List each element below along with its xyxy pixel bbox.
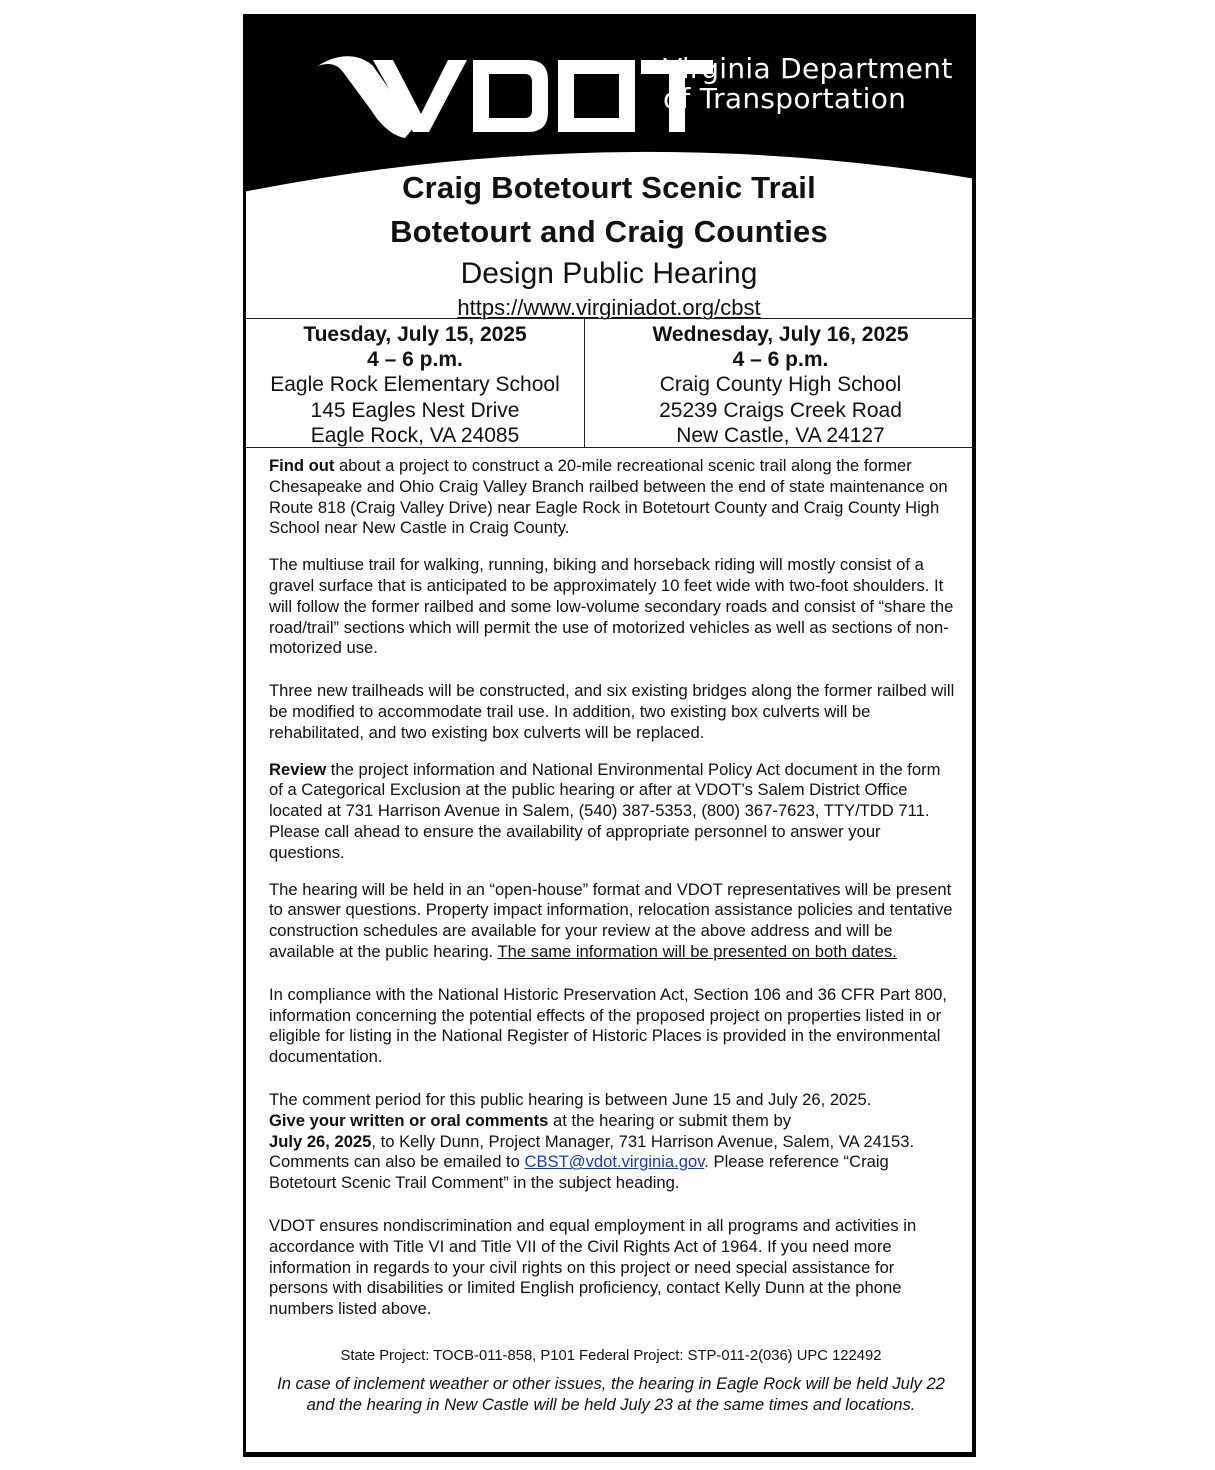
hearing-street: 25239 Craigs Creek Road: [659, 398, 902, 422]
title-block: [246, 166, 972, 322]
hearing-column-2: [585, 319, 976, 447]
lead-find-out: Find out: [269, 456, 335, 475]
lead-review: Review: [269, 759, 327, 779]
paragraph-text: The comment period for this public hearing is between June 15 and July 26, 2025.: [269, 1089, 872, 1109]
hearing-date: Tuesday, July 15, 2025: [303, 323, 527, 346]
paragraph-text: , to Kelly Dunn, Project Manager, 731 Harrison Avenue, Salem, VA 24153. Comments can also be emailed to: [269, 1131, 915, 1172]
org-name: [663, 54, 953, 114]
paragraph-review: [269, 760, 957, 864]
hearing-notice-page: [243, 14, 976, 1457]
paragraph-text: The hearing will be held in an “open-house” format and VDOT representatives will be present to answer questions. Property impact information, relocation assistance policies and tentative construction schedules are available for your review at the above address and will be available at the public hearing.: [269, 879, 953, 961]
counties-title: Botetourt and Craig Counties: [390, 214, 828, 249]
paragraph-text: about a project to construct a 20-mile recreational scenic trail along the former Chesapeake and Ohio Craig Valley Branch railbed between the end of state maintenance on Route 818 (Craig Valley Drive) near Eagle Rock in Botetourt County and Craig County High School near New Castle in Craig County.: [269, 456, 948, 538]
hearing-city: Eagle Rock, VA 24085: [310, 424, 520, 447]
hearing-column-1: [246, 319, 585, 447]
paragraph-open-house: [269, 880, 957, 963]
notice-body: [269, 456, 957, 1336]
paragraph-text: the project information and National Environmental Policy Act document in the form of a Categorical Exclusion at the public hearing or after at VDOT’s Salem District Office located at 731 Harrison Avenue in Salem, (540) 387-5353, (800) 367-7623, TTY/TDD 711. Please call ahead to ensure the availability of appropriate personnel to answer your questions.: [269, 759, 941, 862]
project-title: Craig Botetourt Scenic Trail: [402, 170, 816, 205]
hearing-type: Design Public Hearing: [460, 257, 758, 290]
comment-deadline: July 26, 2025: [269, 1131, 372, 1151]
project-identifiers: State Project: TOCB-011-858, P101 Federal Project: STP-011-2(036) UPC 122492: [340, 1348, 882, 1364]
paragraph-trailheads: Three new trailheads will be constructed, and six existing bridges along the former railbed will be modified to accommodate trail use. In addition, two existing box culverts will be rehabilitated, and two existing box culverts will be replaced.: [269, 681, 955, 742]
inclement-weather-note: In case of inclement weather or other issues, the hearing in Eagle Rock will be held July 22 and the hearing in New Castle will be held July 23 at the same times and locations.: [277, 1374, 945, 1414]
paragraph-trail-description: The multiuse trail for walking, running, biking and horseback riding will mostly consist of a gravel surface that is anticipated to be approximately 10 feet wide with two-foot shoulders. It will follow the former railbed and some low-volume secondary roads and consist of “share the road/trail” sections which will permit the use of motorized vehicles as well as sections of non-motorized use.: [269, 555, 954, 658]
org-name-line-1: Virginia Department: [663, 52, 953, 85]
hearing-venue: Eagle Rock Elementary School: [270, 373, 560, 396]
lead-give-comments: Give your written or oral comments: [269, 1110, 549, 1130]
paragraph-find-out: [269, 456, 957, 539]
project-url-link[interactable]: https://www.virginiadot.org/cbst: [457, 295, 761, 320]
hearing-city: New Castle, VA 24127: [676, 424, 885, 447]
paragraph-historic-preservation: In compliance with the National Historic Preservation Act, Section 106 and 36 CFR Part 800, information concerning the potential effects of the proposed project on properties listed in or eligible for listing in the National Register of Historic Places is provided in the environmental documentation.: [269, 984, 947, 1067]
email-link[interactable]: CBST@vdot.virginia.gov: [524, 1152, 705, 1172]
hearing-date: Wednesday, July 16, 2025: [652, 323, 909, 346]
hearing-street: 145 Eagles Nest Drive: [310, 398, 520, 422]
paragraph-comments: [269, 1090, 957, 1194]
hearing-venue: Craig County High School: [659, 373, 902, 396]
paragraph-text: . Please reference “Craig Botetourt Scenic Trail Comment” in the subject heading.: [269, 1152, 889, 1193]
same-info-note: The same information will be presented on both dates.: [497, 941, 897, 961]
paragraph-text: at the hearing or submit them by: [548, 1110, 791, 1130]
org-name-line-2: of Transportation: [663, 82, 907, 115]
hearing-dates-table: [246, 318, 976, 448]
hearing-time: 4 – 6 p.m.: [367, 348, 463, 371]
hearing-time: 4 – 6 p.m.: [732, 348, 829, 371]
paragraph-nondiscrimination: VDOT ensures nondiscrimination and equal employment in all programs and activities in accordance with Title VI and Title VII of the Civil Rights Act of 1964. If you need more information in regards to your civil rights on this project or need special assistance for persons with disabilities or limited English proficiency, contact Kelly Dunn at the phone numbers listed above.: [269, 1215, 917, 1319]
